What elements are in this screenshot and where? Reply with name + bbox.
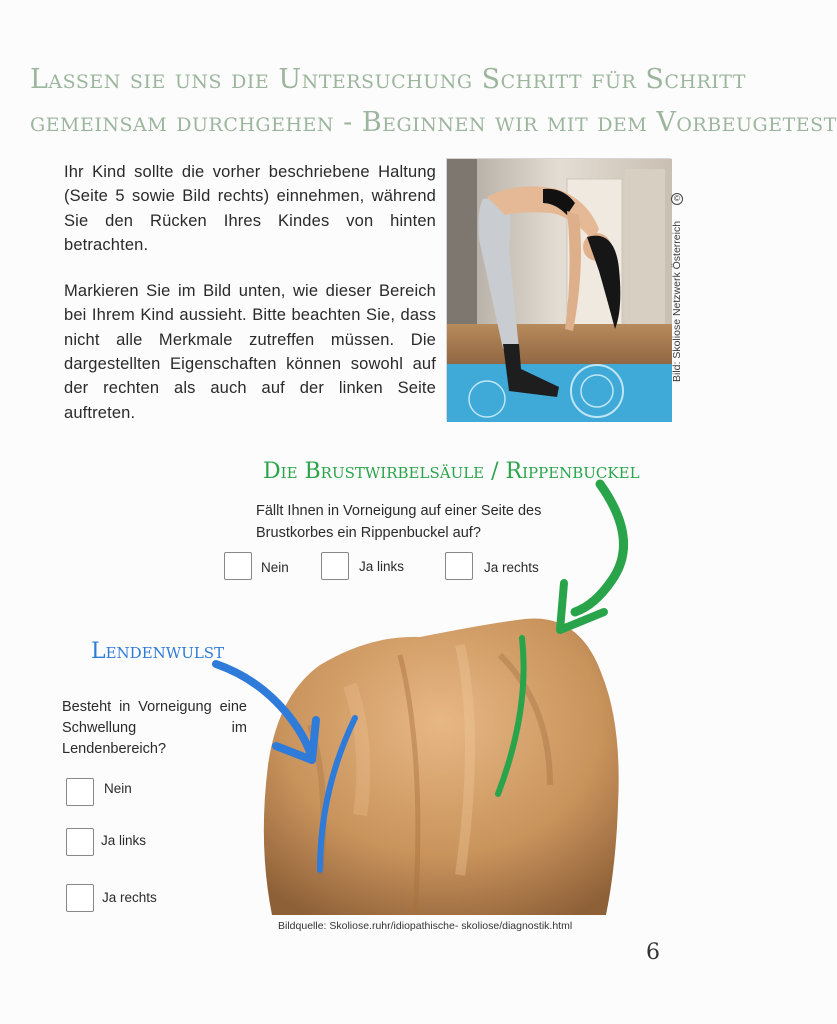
- thoracic-question: Fällt Ihnen in Vorneigung auf einer Seite des Brustkorbes ein Rippenbuckel auf?: [256, 503, 542, 541]
- copyright-icon: ©: [671, 193, 683, 205]
- image-source: Bildquelle: Skoliose.ruhr/idiopathische- skoliose/diagnostik.html: [278, 920, 573, 932]
- lumbar-checkbox-ja-rechts[interactable]: [66, 884, 94, 912]
- thoracic-checkbox-nein[interactable]: [224, 552, 252, 580]
- thoracic-heading: Die Brustwirbelsäule / Rippenbuckel: [263, 459, 640, 484]
- intro-text: [64, 160, 436, 425]
- thoracic-checkbox-ja-links[interactable]: [321, 552, 349, 580]
- page-title: [30, 58, 837, 144]
- intro-paragraph-2: Markieren Sie im Bild unten, wie dieser Bereich bei Ihrem Kind aussieht. Bitte beachten Sie, dass nicht alle Merkmale zutreffen müssen. Die dargestellten Eigenschaften können sowohl auf der rechten als auch auf der linken Seite auftreten.: [64, 282, 436, 422]
- lumbar-label-ja-links: Ja links: [101, 833, 147, 848]
- lumbar-heading: Lendenwulst: [91, 639, 225, 664]
- page-title-line-1: Lassen sie uns die Untersuchung Schritt für Schritt: [30, 64, 746, 95]
- back-illustration: [250, 615, 630, 925]
- lumbar-checkbox-ja-links[interactable]: [66, 828, 94, 856]
- page-number: 6: [646, 940, 660, 965]
- thoracic-label-ja-links: Ja links: [359, 559, 405, 574]
- lumbar-label-ja-rechts: Ja rechts: [102, 890, 157, 905]
- lumbar-checkbox-nein[interactable]: [66, 778, 94, 806]
- thoracic-checkbox-ja-rechts[interactable]: [445, 552, 473, 580]
- thoracic-label-nein: Nein: [261, 560, 289, 575]
- intro-paragraph-1: Ihr Kind sollte die vorher beschriebene Haltung (Seite 5 sowie Bild rechts) einnehmen, während Sie den Rücken Ihres Kindes von hinten betrachten.: [64, 163, 436, 254]
- photo-credit-text: Bild: Skoliose Netzwerk Österreich: [671, 220, 683, 382]
- thoracic-label-ja-rechts: Ja rechts: [484, 560, 539, 575]
- lumbar-question: Besteht in Vorneigung eine Schwellung im Lendenbereich?: [62, 699, 247, 757]
- forward-bend-photo: [446, 158, 671, 421]
- lumbar-label-nein: Nein: [104, 781, 132, 796]
- page-title-line-2: gemeinsam durchgehen - Beginnen wir mit dem Vorbeugetest: [30, 107, 837, 138]
